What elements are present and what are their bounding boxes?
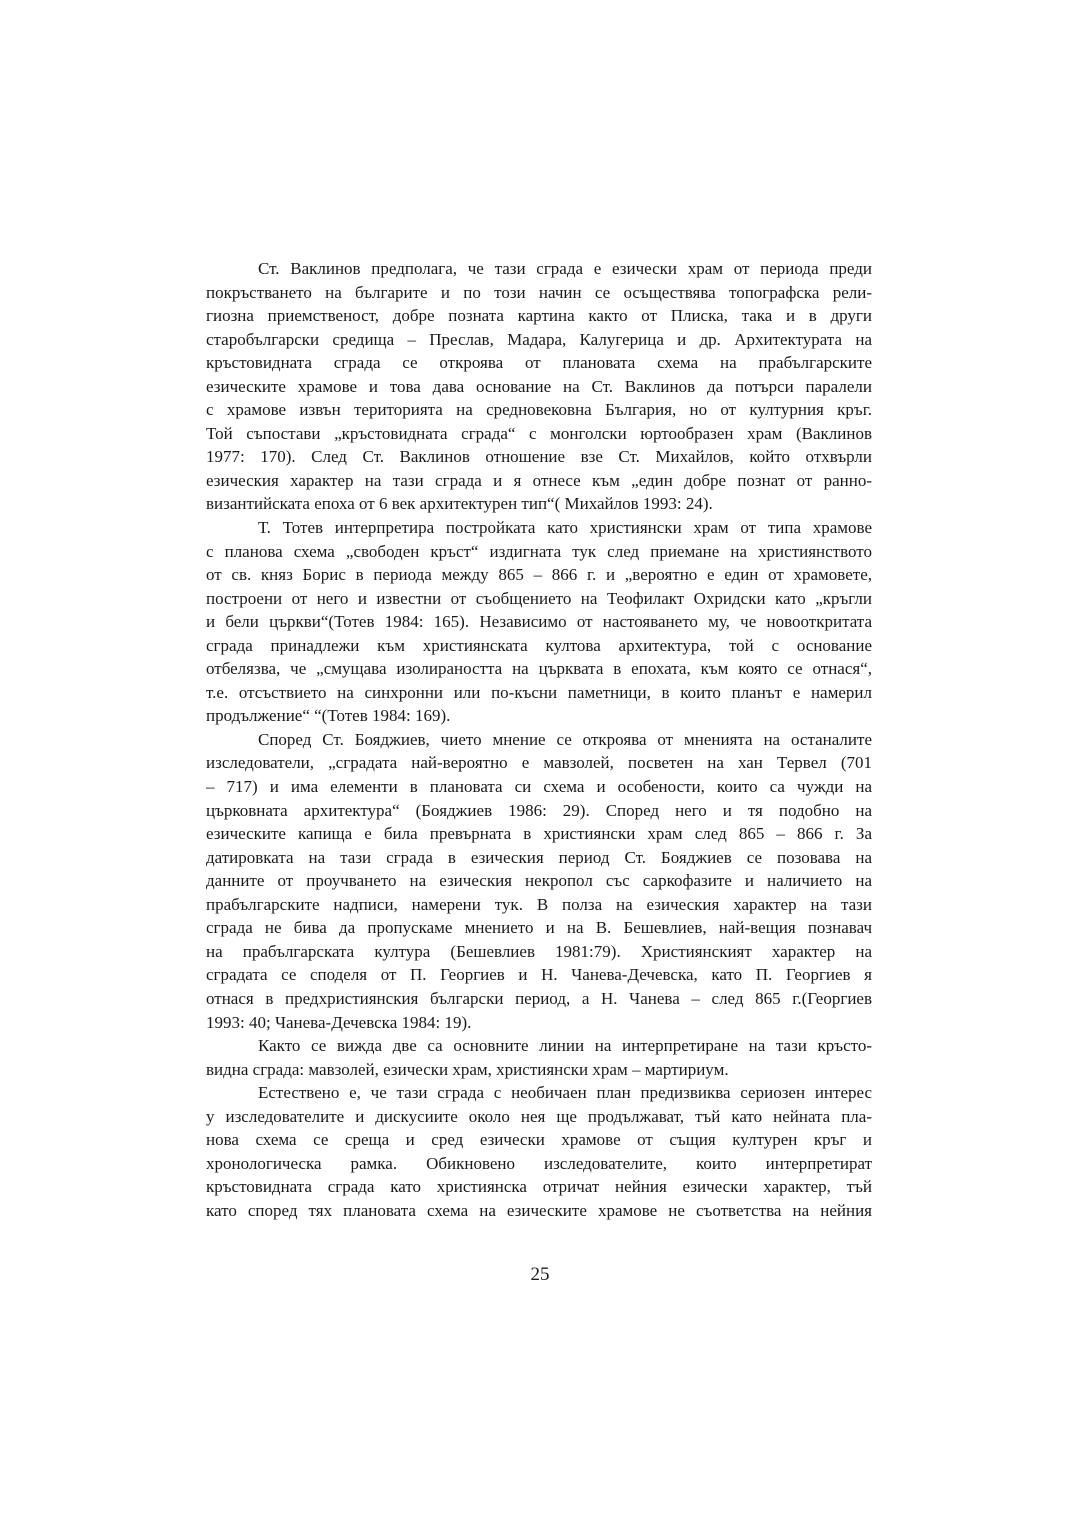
text-line: изследователи, „сградата най-вероятно е мавзолей, посветен на хан Тервел (701 [206, 753, 872, 773]
text-line: датировката на тази сграда в езическия период Ст. Бояджиев се позовава на [206, 847, 872, 867]
text-line: сграда не бива да пропускаме мнението и на В. Бешевлиев, най-вещия познавач [206, 918, 872, 938]
text-line: прабългарските надписи, намерени тук. В полза на езическия характер на тази [206, 894, 872, 914]
text-line: т.е. отсъствието на синхронни или по-късни паметници, в които планът е намерил [206, 682, 872, 702]
text-line: – 717) и има елементи в плановата си схема и особености, които са чужди на [206, 777, 872, 797]
text-line: 1993: 40; Чанева-Дечевска 1984: 19). [206, 1012, 472, 1032]
text-line: гиозна приемственост, добре позната картина както от Плиска, така и в други [206, 306, 872, 326]
text-line: сграда принадлежи към християнската култова архитектура, той с основание [206, 635, 872, 655]
text-line: езическите храмове и това дава основание на Ст. Ваклинов да потърси паралели [206, 376, 872, 396]
paragraph [206, 1081, 872, 1222]
text-line: с планова схема „свободен кръст“ издигната тук след приемане на християнството [206, 541, 872, 561]
text-line: 1977: 170). След Ст. Ваклинов отношение взе Ст. Михайлов, който отхвърли [206, 447, 872, 467]
body-text [206, 257, 872, 1222]
text-line: Според Ст. Бояджиев, чието мнение се откроява от мненията на останалите [258, 729, 872, 749]
text-line: нова схема се среща и сред езически храмове от същия културен кръг и [206, 1130, 872, 1150]
text-line: покръстването на българите и по този начин се осъществява топографска рели- [206, 282, 872, 302]
text-line: и бели църкви“(Тотев 1984: 165). Независимо от настояването му, че новооткритата [206, 612, 872, 632]
text-line: като според тях плановата схема на езическите храмове не съответства на нейния [206, 1200, 872, 1220]
text-line: на прабългарската култура (Бешевлиев 1981:79). Християнският характер на [206, 941, 872, 961]
text-line: отнася в предхристиянския български период, а Н. Чанева – след 865 г.(Георгиев [206, 988, 872, 1008]
paragraph [206, 1034, 872, 1081]
text-line: византийската епоха от 6 век архитектурен тип“( Михайлов 1993: 24). [206, 494, 713, 514]
text-line: кръстовидната сграда като християнска отричат нейния езически характер, тъй [206, 1177, 872, 1197]
text-line: езическия характер на тази сграда и я отнесе към „един добре познат от ранно- [206, 470, 872, 490]
text-line: сградата се споделя от П. Георгиев и Н. Чанева-Дечевска, като П. Георгиев я [206, 965, 872, 985]
text-line: с храмове извън територията на средновековна България, но от културния кръг. [206, 400, 872, 420]
text-line: от св. княз Борис в периода между 865 – 866 г. и „вероятно е един от храмовете, [206, 565, 872, 585]
text-line: у изследователите и дискусиите около нея ще продължават, тъй като нейната пла- [206, 1106, 872, 1126]
text-line: Той съпостави „кръстовидната сграда“ с монголски юртообразен храм (Ваклинов [206, 423, 872, 443]
text-line: езическите капища е била превърната в християнски храм след 865 – 866 г. За [206, 824, 872, 844]
text-line: видна сграда: мавзолей, езически храм, християнски храм – мартириум. [206, 1059, 729, 1079]
text-line: Както се вижда две са основните линии на интерпретиране на тази кръсто- [258, 1036, 872, 1056]
text-line: построени от него и известни от съобщението на Теофилакт Охридски като „кръгли [206, 588, 872, 608]
text-line: данните от проучването на езическия некропол със саркофазите и наличието на [206, 871, 872, 891]
text-line: Т. Тотев интерпретира постройката като християнски храм от типа храмове [258, 518, 872, 538]
paragraph [206, 257, 872, 516]
paragraph [206, 516, 872, 728]
text-line: Ст. Ваклинов предполага, че тази сграда е езически храм от периода преди [258, 259, 872, 278]
text-line: старобългарски средища – Преслав, Мадара, Калугерица и др. Архитектурата на [206, 329, 872, 349]
paragraph [206, 728, 872, 1034]
text-line: Естествено е, че тази сграда с необичаен план предизвиква сериозен интерес [258, 1083, 872, 1103]
text-line: хронологическа рамка. Обикновено изследователите, които интерпретират [206, 1153, 872, 1173]
text-line: кръстовидната сграда се откроява от плановата схема на прабългарските [206, 353, 872, 373]
text-line: продължение“ “(Тотев 1984: 169). [206, 706, 451, 726]
text-line: църковната архитектура“ (Бояджиев 1986: 29). Според него и тя подобно на [206, 800, 872, 820]
page-number: 25 [530, 1264, 550, 1285]
text-line: отбелязва, че „смущава изолираността на църквата в епохата, към която се отнася“, [206, 659, 872, 679]
